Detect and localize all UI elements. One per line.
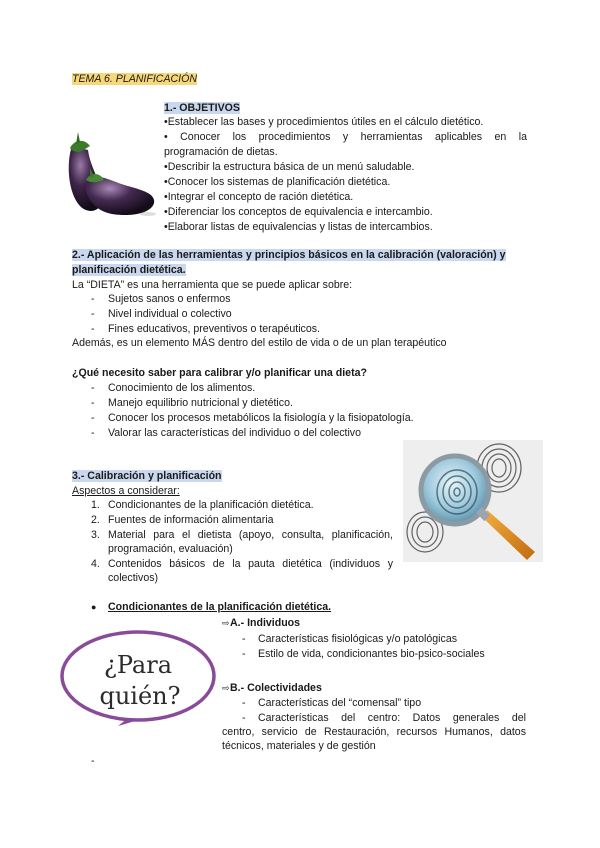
page-title: TEMA 6. PLANIFICACIÓN [72,73,197,85]
diet-intro: La “DIETA” es una herramienta que se puede aplicar sobre: [72,279,353,291]
list-item: Fines educativos, preventivos o terapéuticos. [108,323,320,335]
objective-item: •Describir la estructura básica de un menú saludable. [164,161,415,173]
bullet-dot: ● [91,602,97,612]
numbered-item: Fuentes de información alimentaria [108,514,274,526]
list-item: Características del centro: Datos generales del [258,712,526,724]
question-heading: ¿Qué necesito saber para calibrar y/o planificar una dieta? [72,367,367,379]
arrow-icon: ⇨ [222,683,230,693]
dash: - [242,697,246,709]
objectives-heading: 1.- OBJETIVOS [164,102,240,114]
trailing-dash: - [91,755,95,767]
list-item: Manejo equilibrio nutricional y dietético. [108,397,293,409]
list-item-cont: técnicos, materiales y de gestión [222,740,376,752]
objective-item: • Conocer los procedimientos y herramientas aplicables en la [164,131,527,143]
magnifying-glass-image [403,440,543,562]
dash: - [91,382,95,394]
list-item: Valorar las características del individuo o del colectivo [108,427,361,439]
dash: - [91,308,95,320]
dash: - [91,427,95,439]
section3-heading: 3.- Calibración y planificación [72,470,222,482]
individuals-heading: A.- Individuos [230,617,301,629]
list-item: Características fisiológicas y/o patológicas [258,633,458,645]
list-item: Nivel individual o colectivo [108,308,232,320]
collectives-heading: B.- Colectividades [230,682,322,694]
dash: - [91,323,95,335]
list-item: Conocer los procesos metabólicos la fisiología y la fisiopatología. [108,412,414,424]
bubble-line2: quién? [99,682,181,710]
section2-heading: 2.- Aplicación de las herramientas y principios básicos en la calibración (valoración) y [72,249,506,261]
numbered-item-cont: programación, evaluación) [108,543,233,555]
list-item: Características del “comensal” tipo [258,697,422,709]
arrow-icon: ⇨ [222,618,230,628]
objective-item: •Diferenciar los conceptos de equivalencia e intercambio. [164,206,433,218]
dash: - [242,712,246,724]
numbered-item: Condicionantes de la planificación dietética. [108,499,314,511]
objective-item: •Establecer las bases y procedimientos útiles en el cálculo dietético. [164,116,484,128]
number: 2. [91,514,100,526]
aspects-subheading: Aspectos a considerar: [72,485,180,497]
list-item: Estilo de vida, condicionantes bio-psico-sociales [258,648,485,660]
objective-item: •Conocer los sistemas de planificación dietética. [164,176,391,188]
list-item-cont: centro, servicio de Restauración, recursos Humanos, datos [222,726,526,738]
objective-item: •Integrar el concepto de ración dietética. [164,191,354,203]
dash: - [91,412,95,424]
number: 4. [91,558,100,570]
diet-note: Además, es un elemento MÁS dentro del estilo de vida o de un plan terapéutico [72,337,447,349]
speech-bubble-image [58,628,218,726]
numbered-item-cont: colectivos) [108,572,159,584]
dash: - [242,648,246,660]
eggplant-image [60,118,160,218]
numbered-item: Contenidos básicos de la pauta dietética (individuos y [108,558,393,570]
dash: - [242,633,246,645]
dash: - [91,397,95,409]
objective-item-cont: programación de dietas. [164,146,278,158]
dash: - [91,293,95,305]
number: 3. [91,529,100,541]
numbered-item: Material para el dietista (apoyo, consulta, planificación, [108,529,393,541]
number: 1. [91,499,100,511]
section2-heading-cont: planificación dietética. [72,264,186,276]
objective-item: •Elaborar listas de equivalencias y listas de intercambios. [164,221,433,233]
bubble-line1: ¿Para [103,651,173,679]
list-item: Sujetos sanos o enfermos [108,293,231,305]
list-item: Conocimiento de los alimentos. [108,382,256,394]
conditions-heading: Condicionantes de la planificación dietética. [108,601,332,613]
